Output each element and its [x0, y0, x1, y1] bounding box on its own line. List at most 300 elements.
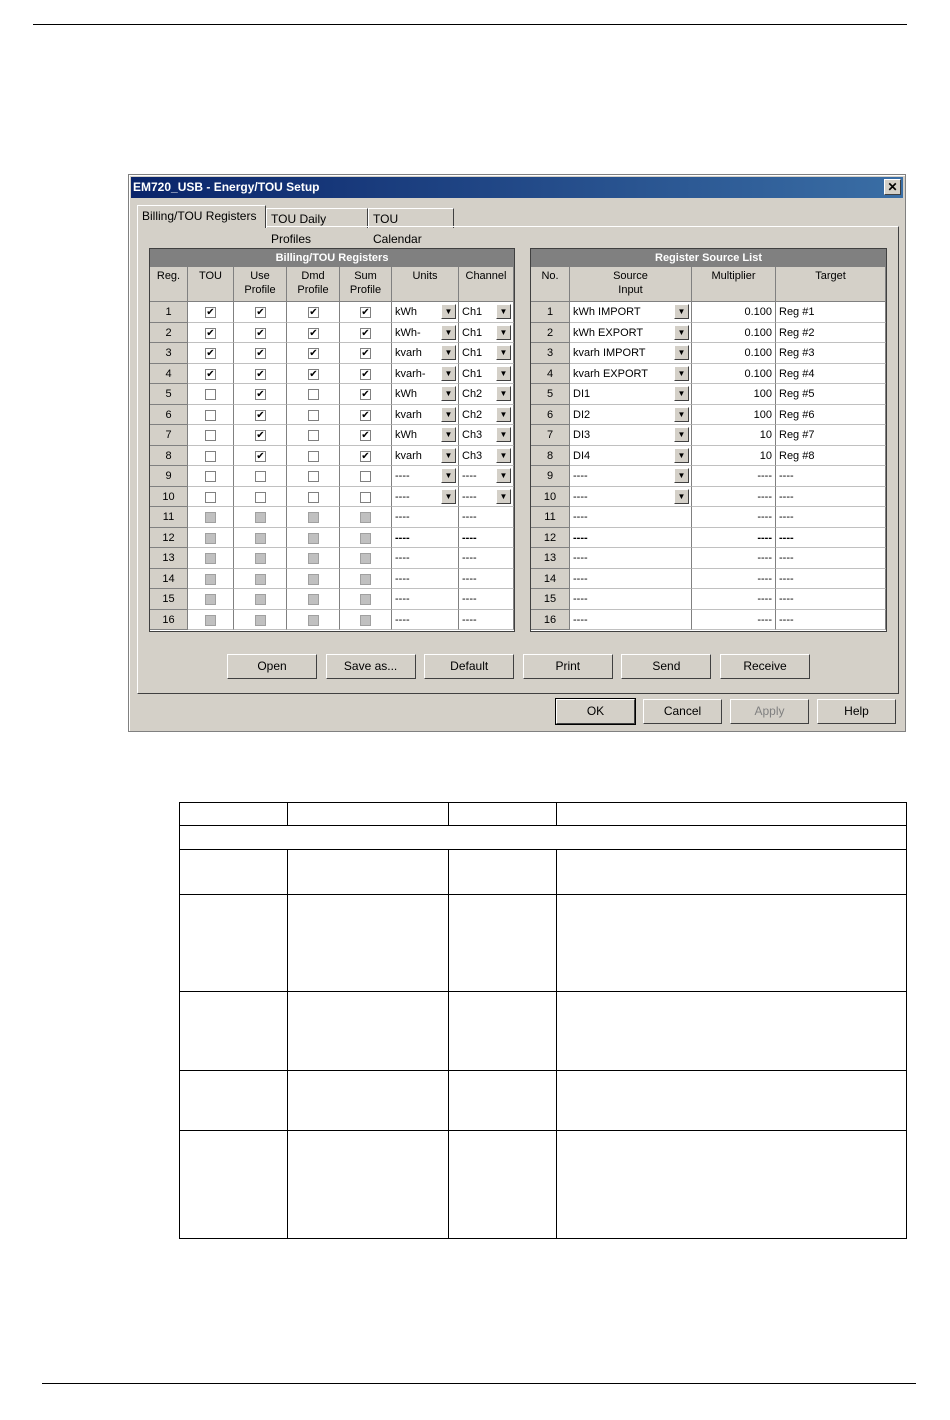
dropdown-arrow-icon[interactable]: ▼ — [496, 407, 511, 422]
table-cell[interactable] — [776, 548, 886, 569]
table-cell[interactable] — [570, 507, 692, 528]
checkbox-tou — [205, 615, 216, 626]
table-cell[interactable] — [459, 466, 514, 487]
energy-tou-setup-dialog — [128, 174, 906, 732]
ok-button[interactable]: OK — [556, 699, 635, 724]
table-cell[interactable] — [234, 302, 287, 323]
checkbox-dmd[interactable] — [308, 492, 319, 503]
cell-text: Ch3 — [462, 429, 483, 441]
table-cell[interactable] — [188, 507, 234, 528]
table-cell[interactable] — [392, 569, 459, 590]
table-cell[interactable] — [692, 446, 776, 467]
dropdown-arrow-icon[interactable]: ▼ — [441, 448, 456, 463]
table-cell[interactable] — [188, 384, 234, 405]
table-cell[interactable] — [776, 507, 886, 528]
table-cell[interactable] — [234, 569, 287, 590]
table-cell[interactable] — [188, 343, 234, 364]
table-cell[interactable] — [287, 364, 340, 385]
table-cell[interactable] — [692, 405, 776, 426]
table-cell[interactable] — [392, 589, 459, 610]
table-cell[interactable] — [392, 528, 459, 549]
checkbox-tou[interactable]: ✔ — [206, 368, 215, 380]
table-cell[interactable] — [776, 569, 886, 590]
table-cell[interactable] — [287, 548, 340, 569]
billing-tou-registers-grid — [149, 248, 515, 632]
table-cell[interactable] — [459, 343, 514, 364]
table-cell[interactable] — [459, 569, 514, 590]
table-cell[interactable] — [188, 589, 234, 610]
cell-text: ---- — [573, 511, 588, 523]
table-cell[interactable] — [340, 548, 392, 569]
table-cell[interactable] — [392, 405, 459, 426]
cell-text: 10 — [759, 449, 772, 462]
checkbox-dmd — [308, 594, 319, 605]
table-cell[interactable] — [570, 487, 692, 508]
checkbox-tou[interactable] — [205, 451, 216, 462]
dropdown-arrow-icon[interactable]: ▼ — [674, 427, 689, 442]
table-cell[interactable] — [570, 302, 692, 323]
default-button[interactable]: Default — [424, 654, 514, 679]
dropdown-arrow-icon[interactable]: ▼ — [496, 366, 511, 381]
checkbox-tou[interactable] — [205, 410, 216, 421]
bottom-rule — [42, 1383, 916, 1384]
table-cell[interactable] — [340, 487, 392, 508]
table-cell[interactable] — [692, 589, 776, 610]
table-cell[interactable] — [459, 302, 514, 323]
table-cell[interactable] — [234, 425, 287, 446]
table-cell[interactable] — [340, 425, 392, 446]
table-cell[interactable] — [692, 364, 776, 385]
table-cell[interactable] — [188, 466, 234, 487]
table-cell[interactable] — [776, 425, 886, 446]
table-cell[interactable] — [570, 610, 692, 631]
cell-text: DI3 — [573, 429, 591, 441]
table-cell[interactable] — [188, 323, 234, 344]
table-cell[interactable] — [776, 384, 886, 405]
help-button[interactable]: Help — [817, 699, 896, 724]
dropdown-arrow-icon[interactable]: ▼ — [674, 407, 689, 422]
table-cell[interactable] — [188, 446, 234, 467]
cell-text: ---- — [779, 490, 794, 503]
checkbox-tou[interactable] — [205, 430, 216, 441]
dropdown-arrow-icon[interactable]: ▼ — [441, 325, 456, 340]
checkbox-tou — [205, 553, 216, 564]
cell-text: ---- — [395, 552, 410, 564]
checkbox-sum[interactable]: ✔ — [361, 450, 370, 462]
table-cell[interactable] — [188, 364, 234, 385]
table-cell[interactable] — [392, 364, 459, 385]
table-cell[interactable] — [692, 507, 776, 528]
checkbox-dmd[interactable]: ✔ — [309, 307, 318, 318]
column-header: No. — [531, 267, 570, 302]
checkbox-sum[interactable]: ✔ — [361, 409, 370, 421]
table-cell[interactable] — [287, 343, 340, 364]
table-cell[interactable] — [459, 405, 514, 426]
cell-text: ---- — [757, 490, 772, 503]
table-cell[interactable] — [234, 507, 287, 528]
table-cell[interactable] — [188, 405, 234, 426]
table-cell[interactable] — [776, 528, 886, 549]
dropdown-arrow-icon[interactable]: ▼ — [441, 468, 456, 483]
dropdown-arrow-icon[interactable]: ▼ — [674, 345, 689, 360]
table-cell[interactable] — [287, 466, 340, 487]
dropdown-arrow-icon[interactable]: ▼ — [674, 468, 689, 483]
row-number: 3 — [531, 343, 570, 364]
table-cell[interactable] — [392, 446, 459, 467]
dropdown-arrow-icon[interactable]: ▼ — [441, 345, 456, 360]
cell-text: ---- — [395, 470, 410, 482]
table-cell[interactable] — [287, 610, 340, 631]
table-cell[interactable] — [776, 343, 886, 364]
table-cell[interactable] — [459, 589, 514, 610]
checkbox-sum[interactable] — [360, 471, 371, 482]
table-cell[interactable] — [459, 446, 514, 467]
table-cell[interactable] — [776, 323, 886, 344]
checkbox-dmd[interactable] — [308, 389, 319, 400]
table-cell[interactable] — [234, 487, 287, 508]
table-cell[interactable] — [392, 302, 459, 323]
table-cell[interactable] — [776, 405, 886, 426]
column-header: Target — [776, 267, 886, 302]
table-cell[interactable] — [776, 302, 886, 323]
tab-billing-tou-registers[interactable]: Billing/TOU Registers — [137, 205, 266, 228]
dropdown-arrow-icon[interactable]: ▼ — [674, 448, 689, 463]
cell-text: ---- — [395, 490, 410, 503]
table-cell[interactable] — [234, 528, 287, 549]
table-cell[interactable] — [287, 405, 340, 426]
receive-button[interactable]: Receive — [720, 654, 810, 679]
window-titlebar[interactable] — [131, 177, 903, 198]
table-cell[interactable] — [692, 528, 776, 549]
table-cell[interactable] — [234, 466, 287, 487]
checkbox-sum[interactable]: ✔ — [361, 348, 370, 359]
table-cell[interactable] — [392, 384, 459, 405]
table-cell[interactable] — [692, 384, 776, 405]
table-cell[interactable] — [776, 446, 886, 467]
checkbox-use — [255, 594, 266, 605]
table-cell[interactable] — [234, 384, 287, 405]
checkbox-dmd[interactable]: ✔ — [309, 348, 318, 359]
row-number: 2 — [150, 323, 188, 344]
table-cell[interactable] — [459, 507, 514, 528]
checkbox-use[interactable]: ✔ — [256, 450, 265, 462]
checkbox-dmd — [308, 615, 319, 626]
cell-text: 0.100 — [744, 306, 772, 318]
table-cell[interactable] — [692, 487, 776, 508]
table-cell[interactable] — [570, 384, 692, 405]
table-cell[interactable] — [776, 487, 886, 508]
dropdown-arrow-icon[interactable]: ▼ — [496, 325, 511, 340]
table-cell[interactable] — [692, 302, 776, 323]
row-number: 12 — [150, 528, 188, 549]
table-cell[interactable] — [287, 302, 340, 323]
table-cell[interactable] — [188, 569, 234, 590]
checkbox-tou[interactable]: ✔ — [206, 307, 215, 318]
checkbox-tou[interactable] — [205, 492, 216, 503]
checkbox-dmd[interactable] — [308, 471, 319, 482]
table-cell[interactable] — [234, 610, 287, 631]
checkbox-use[interactable]: ✔ — [256, 430, 265, 441]
checkbox-sum — [360, 512, 371, 523]
table-cell[interactable] — [776, 589, 886, 610]
dropdown-arrow-icon[interactable]: ▼ — [441, 407, 456, 422]
tab-tou-daily-profiles[interactable]: TOU Daily Profiles — [266, 208, 368, 228]
cell-text: ---- — [462, 593, 477, 605]
table-cell[interactable] — [234, 589, 287, 610]
cell-text: ---- — [757, 531, 772, 544]
checkbox-use[interactable] — [255, 492, 266, 503]
table-cell[interactable] — [340, 610, 392, 631]
cell-text: 10 — [759, 429, 772, 441]
row-number: 15 — [150, 589, 188, 610]
table-cell[interactable] — [692, 323, 776, 344]
open-button[interactable]: Open — [227, 654, 317, 679]
table-cell[interactable] — [570, 425, 692, 446]
checkbox-sum[interactable]: ✔ — [361, 430, 370, 441]
cell-text: ---- — [779, 593, 794, 605]
dropdown-arrow-icon[interactable]: ▼ — [441, 304, 456, 319]
checkbox-tou[interactable] — [205, 471, 216, 482]
checkbox-dmd[interactable] — [308, 451, 319, 462]
table-cell[interactable] — [459, 487, 514, 508]
row-number: 8 — [150, 446, 188, 467]
table-cell[interactable] — [459, 548, 514, 569]
table-cell[interactable] — [234, 343, 287, 364]
table-cell[interactable] — [392, 466, 459, 487]
checkbox-tou[interactable]: ✔ — [206, 348, 215, 359]
column-header: Reg. — [150, 267, 188, 302]
table-cell[interactable] — [340, 569, 392, 590]
cell-text: Ch1 — [462, 306, 483, 318]
table-cell[interactable] — [287, 569, 340, 590]
table-cell[interactable] — [570, 364, 692, 385]
table-cell[interactable] — [459, 323, 514, 344]
table-cell[interactable] — [570, 548, 692, 569]
table-cell[interactable] — [692, 610, 776, 631]
dropdown-arrow-icon[interactable]: ▼ — [441, 386, 456, 401]
cell-text: ---- — [779, 552, 794, 564]
row-number: 10 — [150, 487, 188, 508]
table-cell[interactable] — [340, 302, 392, 323]
checkbox-dmd[interactable]: ✔ — [309, 368, 318, 380]
cell-text: 0.100 — [744, 326, 772, 339]
table-cell[interactable] — [392, 343, 459, 364]
table-cell[interactable] — [340, 405, 392, 426]
cell-text: ---- — [462, 511, 477, 523]
dropdown-arrow-icon[interactable]: ▼ — [496, 304, 511, 319]
checkbox-sum[interactable] — [360, 492, 371, 503]
send-button[interactable]: Send — [621, 654, 711, 679]
table-cell[interactable] — [188, 548, 234, 569]
row-number: 9 — [531, 466, 570, 487]
table-cell[interactable] — [570, 405, 692, 426]
cell-text: ---- — [462, 531, 477, 544]
checkbox-use[interactable]: ✔ — [256, 307, 265, 318]
table-cell[interactable] — [570, 589, 692, 610]
table-cell[interactable] — [287, 425, 340, 446]
table-cell[interactable] — [570, 528, 692, 549]
table-cell[interactable] — [570, 343, 692, 364]
cancel-button[interactable]: Cancel — [643, 699, 722, 724]
checkbox-tou — [205, 594, 216, 605]
table-cell[interactable] — [340, 466, 392, 487]
dropdown-arrow-icon[interactable]: ▼ — [441, 366, 456, 381]
dropdown-arrow-icon[interactable]: ▼ — [674, 386, 689, 401]
checkbox-use[interactable]: ✔ — [256, 409, 265, 421]
table-cell[interactable] — [287, 528, 340, 549]
table-cell[interactable] — [340, 507, 392, 528]
table-cell[interactable] — [340, 323, 392, 344]
checkbox-use[interactable]: ✔ — [256, 327, 265, 339]
checkbox-tou[interactable] — [205, 389, 216, 400]
checkbox-use — [255, 574, 266, 585]
table-cell[interactable] — [776, 466, 886, 487]
checkbox-sum — [360, 615, 371, 626]
checkbox-dmd[interactable] — [308, 410, 319, 421]
saveas-button[interactable]: Save as... — [326, 654, 416, 679]
table-cell[interactable] — [287, 446, 340, 467]
checkbox-dmd — [308, 553, 319, 564]
dropdown-arrow-icon[interactable]: ▼ — [496, 386, 511, 401]
checkbox-dmd[interactable]: ✔ — [309, 327, 318, 339]
table-cell[interactable] — [570, 323, 692, 344]
table-cell[interactable] — [692, 343, 776, 364]
checkbox-sum[interactable]: ✔ — [361, 389, 370, 400]
table-cell[interactable] — [287, 384, 340, 405]
checkbox-use[interactable] — [255, 471, 266, 482]
dropdown-arrow-icon[interactable]: ▼ — [496, 427, 511, 442]
cell-text: kWh — [395, 388, 417, 400]
table-cell[interactable] — [392, 610, 459, 631]
row-number: 9 — [150, 466, 188, 487]
cell-text: ---- — [757, 593, 772, 605]
checkbox-dmd — [308, 533, 319, 544]
table-cell[interactable] — [188, 610, 234, 631]
table-cell[interactable] — [234, 364, 287, 385]
table-cell[interactable] — [392, 548, 459, 569]
row-number: 6 — [531, 405, 570, 426]
checkbox-tou[interactable]: ✔ — [206, 327, 215, 339]
table-cell[interactable] — [692, 569, 776, 590]
cell-text: ---- — [573, 470, 588, 482]
cell-text: ---- — [462, 613, 477, 626]
cell-text: ---- — [757, 511, 772, 523]
table-cell[interactable] — [692, 425, 776, 446]
table-cell[interactable] — [287, 323, 340, 344]
dropdown-arrow-icon[interactable]: ▼ — [441, 489, 456, 504]
table-cell[interactable] — [392, 507, 459, 528]
checkbox-tou — [205, 512, 216, 523]
column-header: Sum Profile — [340, 267, 392, 302]
checkbox-sum[interactable]: ✔ — [361, 307, 370, 318]
table-cell[interactable] — [234, 446, 287, 467]
checkbox-use[interactable]: ✔ — [256, 368, 265, 380]
dropdown-arrow-icon[interactable]: ▼ — [496, 345, 511, 360]
cell-text: ---- — [757, 470, 772, 482]
dropdown-arrow-icon[interactable]: ▼ — [674, 325, 689, 340]
table-cell[interactable] — [459, 364, 514, 385]
checkbox-dmd — [308, 512, 319, 523]
cell-text: Ch1 — [462, 367, 483, 380]
cell-text: kvarh — [395, 408, 422, 421]
cell-text: Ch1 — [462, 347, 483, 359]
close-icon[interactable]: ✕ — [884, 179, 901, 195]
dropdown-arrow-icon[interactable]: ▼ — [496, 468, 511, 483]
table-cell[interactable] — [340, 343, 392, 364]
cell-text: ---- — [462, 490, 477, 503]
cell-text: kWh IMPORT — [573, 306, 641, 318]
dropdown-arrow-icon[interactable]: ▼ — [496, 448, 511, 463]
table-cell[interactable] — [776, 364, 886, 385]
table-cell[interactable] — [570, 446, 692, 467]
checkbox-use — [255, 615, 266, 626]
cell-text: ---- — [757, 613, 772, 626]
table-cell[interactable] — [459, 610, 514, 631]
table-cell[interactable] — [392, 323, 459, 344]
table-cell[interactable] — [392, 487, 459, 508]
table-cell[interactable] — [234, 323, 287, 344]
table-cell[interactable] — [287, 589, 340, 610]
table-cell[interactable] — [570, 569, 692, 590]
table-cell[interactable] — [188, 302, 234, 323]
table-cell[interactable] — [287, 507, 340, 528]
table-cell[interactable] — [570, 466, 692, 487]
row-number: 10 — [531, 487, 570, 508]
cell-text: ---- — [573, 490, 588, 503]
tab-tou-calendar[interactable]: TOU Calendar — [368, 208, 454, 228]
table-cell[interactable] — [392, 425, 459, 446]
table-cell[interactable] — [234, 548, 287, 569]
row-number: 7 — [531, 425, 570, 446]
table-cell[interactable] — [692, 466, 776, 487]
dropdown-arrow-icon[interactable]: ▼ — [441, 427, 456, 442]
table-cell[interactable] — [188, 528, 234, 549]
table-cell[interactable] — [340, 446, 392, 467]
checkbox-sum[interactable]: ✔ — [361, 327, 370, 339]
cell-text: ---- — [779, 470, 794, 482]
row-number: 1 — [150, 302, 188, 323]
checkbox-use[interactable]: ✔ — [256, 348, 265, 359]
table-cell[interactable] — [692, 548, 776, 569]
table-cell[interactable] — [234, 405, 287, 426]
cell-text: ---- — [462, 470, 477, 482]
table-cell[interactable] — [776, 610, 886, 631]
row-number: 16 — [150, 610, 188, 631]
dropdown-arrow-icon[interactable]: ▼ — [674, 489, 689, 504]
table-cell[interactable] — [188, 487, 234, 508]
row-number: 8 — [531, 446, 570, 467]
checkbox-use[interactable]: ✔ — [256, 389, 265, 400]
checkbox-dmd[interactable] — [308, 430, 319, 441]
table-cell[interactable] — [459, 425, 514, 446]
register-source-list-grid — [530, 248, 887, 632]
table-cell[interactable] — [188, 425, 234, 446]
table-cell[interactable] — [340, 528, 392, 549]
table-cell[interactable] — [287, 487, 340, 508]
table-cell[interactable] — [459, 384, 514, 405]
cell-text: DI2 — [573, 408, 591, 421]
cell-text: Reg #8 — [779, 449, 815, 462]
print-button[interactable]: Print — [523, 654, 613, 679]
checkbox-sum[interactable]: ✔ — [361, 368, 370, 380]
dropdown-arrow-icon[interactable]: ▼ — [674, 304, 689, 319]
table-cell[interactable] — [340, 589, 392, 610]
table-cell[interactable] — [340, 364, 392, 385]
table-cell[interactable] — [340, 384, 392, 405]
dropdown-arrow-icon[interactable]: ▼ — [496, 489, 511, 504]
table-cell[interactable] — [459, 528, 514, 549]
dropdown-arrow-icon[interactable]: ▼ — [674, 366, 689, 381]
